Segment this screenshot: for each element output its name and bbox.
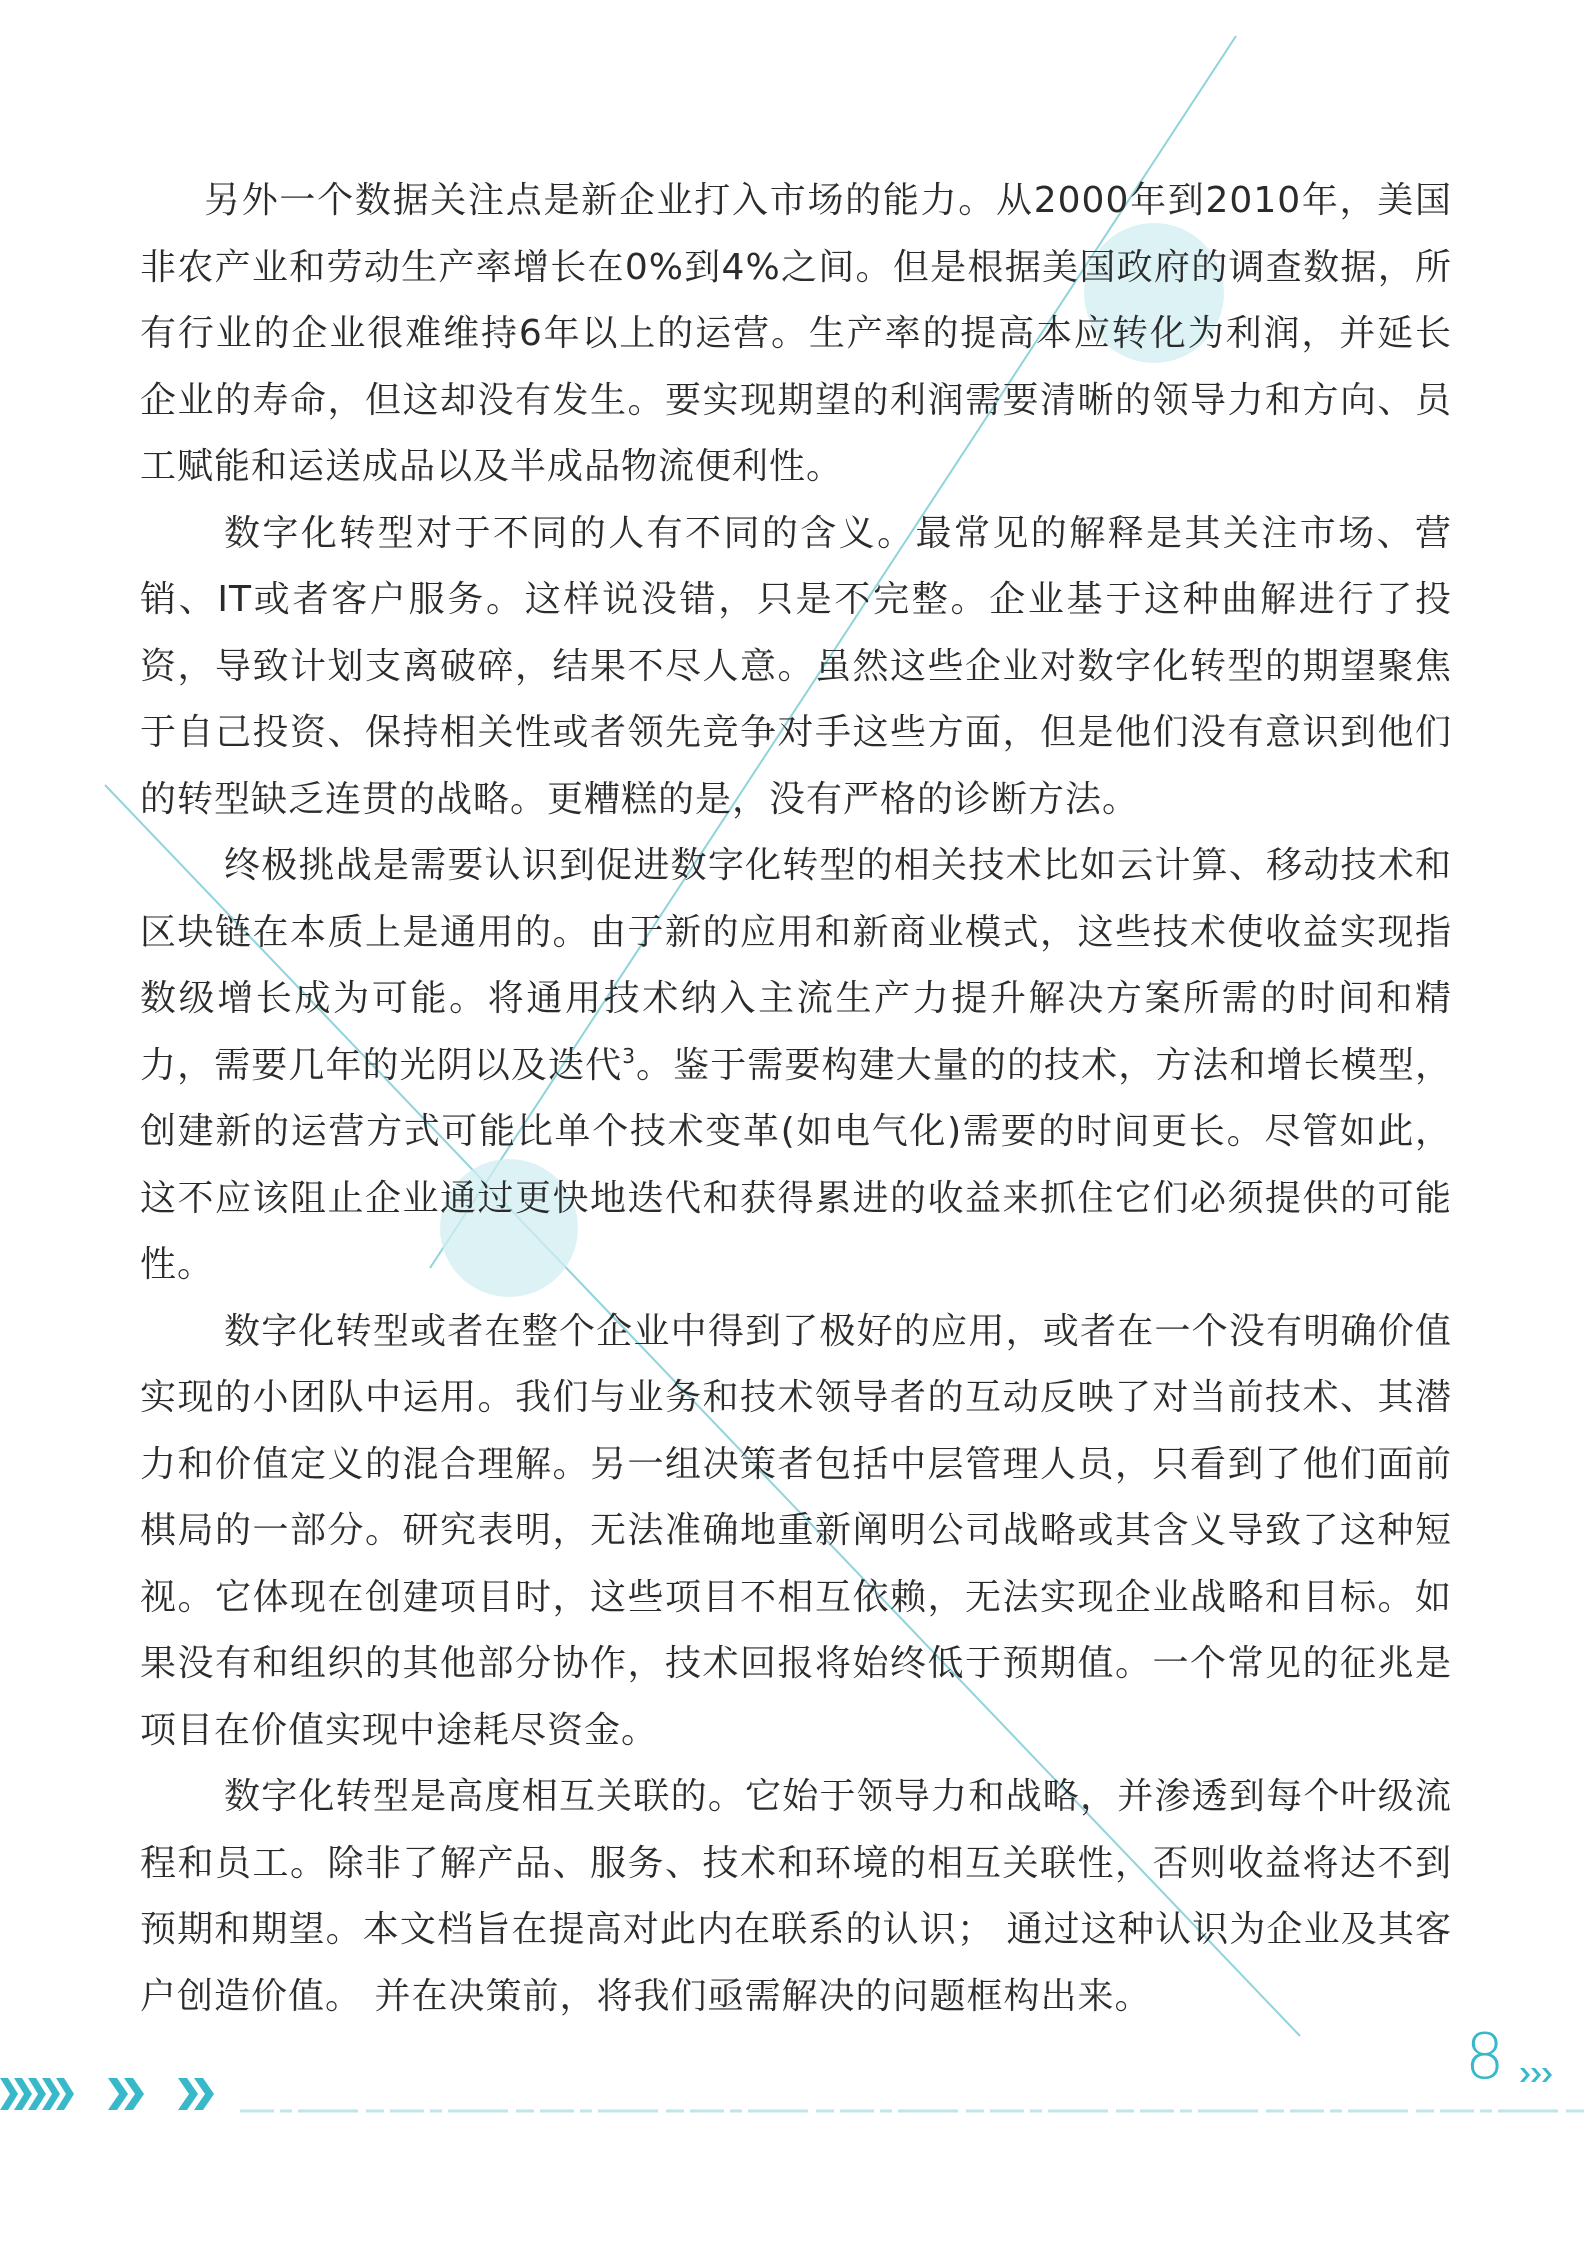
paragraph-1: 另外一个数据关注点是新企业打入市场的能力。从2000年到2010年，美国非农产业和劳动生产率增长在0%到4%之间。但是根据美国政府的调查数据，所有行业的企业很难维持6年以上的运营。生产率的提高本应转化为利润，并延长企业的寿命，但这却没有发生。要实现期望的利润需要清晰的领导力和方向、员工赋能和运送成品以及半成品物流便利性。 — [140, 180, 1452, 487]
triple-chevron-icon — [1520, 2066, 1554, 2084]
paragraph-5: 数字化转型是高度相互关联的。它始于领导力和战略，并渗透到每个叶级流程和员工。除非了解产品、服务、技术和环境的相互关联性，否则收益将达不到预期和期望。本文档旨在提高对此内在联系的认识； 通过这种认识为企业及其客户创造价值。 并在决策前，将我们亟需解决的问题框构出来。 — [140, 1776, 1452, 2017]
footnote-ref[interactable]: 3 — [622, 1043, 636, 1068]
paragraph-3 — [140, 833, 1452, 1299]
page-number: 8 — [1465, 2020, 1505, 2093]
paragraph-4: 数字化转型或者在整个企业中得到了极好的应用，或者在一个没有明确价值实现的小团队中运用。我们与业务和技术领导者的互动反映了对当前技术、其潜力和价值定义的混合理解。另一组决策者包括中层管理人员，只看到了他们面前棋局的一部分。研究表明，无法准确地重新阐明公司战略或其含义导致了这种短视。它体现在创建项目时，这些项目不相互依赖，无法实现企业战略和目标。如果没有和组织的其他部分协作，技术回报将始终低于预期值。一个常见的征兆是项目在价值实现中途耗尽资金。 — [140, 1310, 1452, 1751]
dashed-rule — [240, 2108, 1586, 2114]
paragraph-3-part-2: 。鉴于需要构建大量的的技术，方法和增长模型，创建新的运营方式可能比单个技术变革(如电气化)需要的时间更长。尽管如此，这不应该阻止企业通过更快地迭代和获得累进的收益来抓住它们必须提供的可能性。 — [140, 1044, 1452, 1285]
body-text — [140, 168, 1452, 2030]
paragraph-3-part-1: 终极挑战是需要认识到促进数字化转型的相关技术比如云计算、移动技术和区块链在本质上是通用的。由于新的应用和新商业模式，这些技术使收益实现指数级增长成为可能。将通用技术纳入主流生产力提升解决方案所需的时间和精力，需要几年的光阴以及迭代 — [140, 845, 1452, 1086]
chevron-group-icon — [0, 2072, 220, 2116]
paragraph-2: 数字化转型对于不同的人有不同的含义。最常见的解释是其关注市场、营销、IT或者客户服务。这样说没错，只是不完整。企业基于这种曲解进行了投资，导致计划支离破碎，结果不尽人意。虽然这些企业对数字化转型的期望聚焦于自己投资、保持相关性或者领先竞争对手这些方面，但是他们没有意识到他们的转型缺乏连贯的战略。更糟糕的是，没有严格的诊断方法。 — [140, 512, 1452, 820]
